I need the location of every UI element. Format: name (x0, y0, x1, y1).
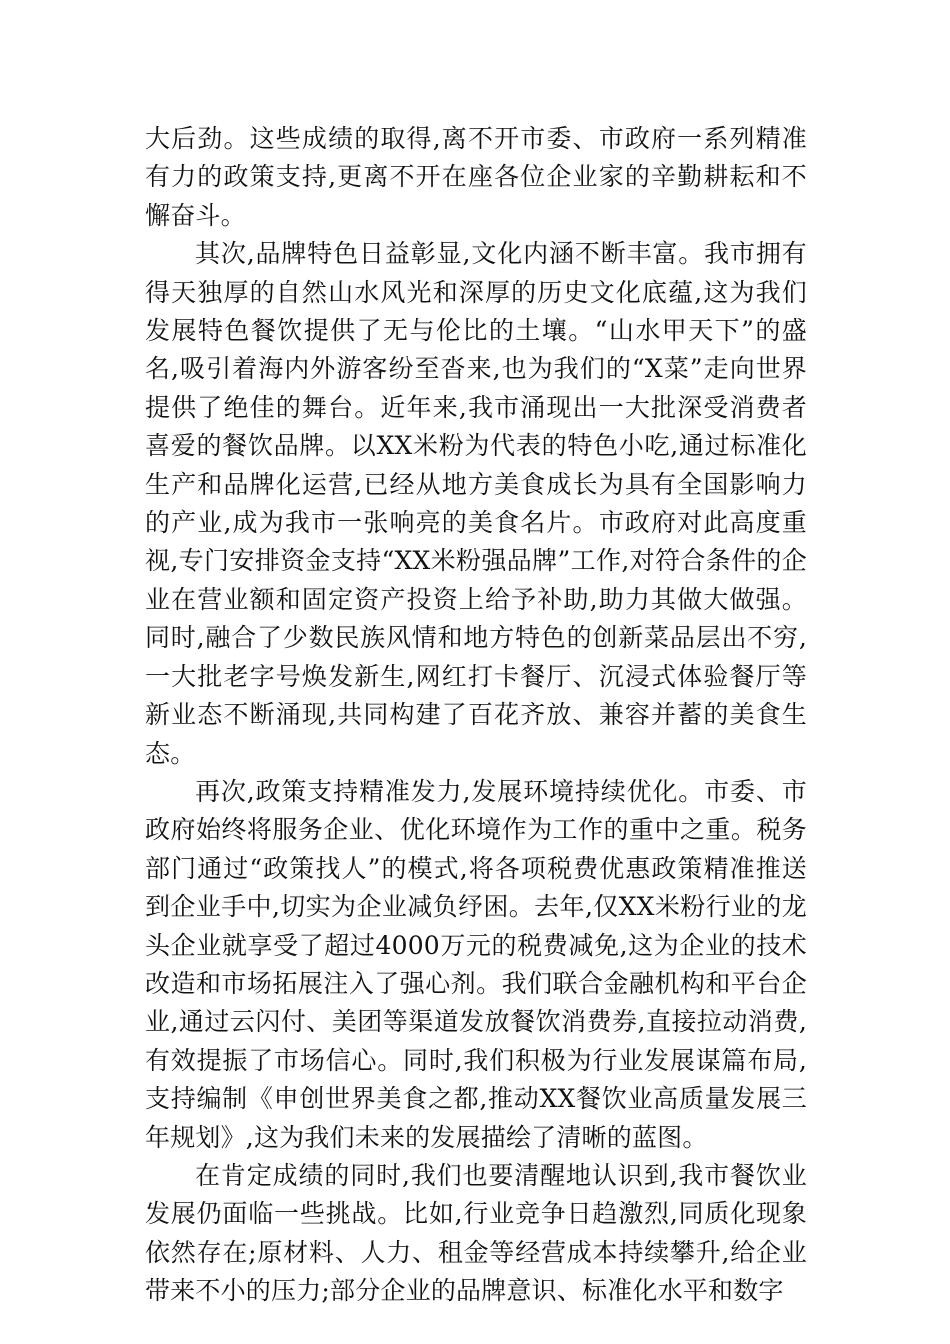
paragraph-policy-support: 再次,政策支持精准发力,发展环境持续优化。市委、市政府始终将服务企业、优化环境作为工作的重中之重。税务部门通过“政策找人”的模式,将各项税费优惠政策精准推送到企业手中,切实为企业减负纾困。去年,仅XX米粉行业的龙头企业就享受了超过4000万元的税费减免,这为企业的技术改造和市场拓展注入了强心剂。我们联合金融机构和平台企业,通过云闪付、美团等渠道发放餐饮消费券,直接拉动消费,有效提振了市场信心。同时,我们积极为行业发展谋篇布局,支持编制《申创世界美食之都,推动XX餐饮业高质量发展三年规划》,这为我们未来的发展描绘了清晰的蓝图。 (145, 776, 807, 1152)
paragraph-continuation: 大后劲。这些成绩的取得,离不开市委、市政府一系列精准有力的政策支持,更离不开在座各位企业家的辛勤耕耘和不懈奋斗。 (145, 124, 807, 230)
body-text (145, 120, 807, 1311)
paragraph-challenges: 在肯定成绩的同时,我们也要清醒地认识到,我市餐饮业发展仍面临一些挑战。比如,行业竞争日趋激烈,同质化现象依然存在;原材料、人力、租金等经营成本持续攀升,给企业带来不小的压力;部分企业的品牌意识、标准化水平和数字 (145, 1160, 807, 1306)
paragraph-brand-features: 其次,品牌特色日益彰显,文化内涵不断丰富。我市拥有得天独厚的自然山水风光和深厚的历史文化底蕴,这为我们发展特色餐饮提供了无与伦比的土壤。“山水甲天下”的盛名,吸引着海内外游客纷至沓来,也为我们的“X菜”走向世界提供了绝佳的舞台。近年来,我市涌现出一大批深受消费者喜爱的餐饮品牌。以XX米粉为代表的特色小吃,通过标准化生产和品牌化运营,已经从地方美食成长为具有全国影响力的产业,成为我市一张响亮的美食名片。市政府对此高度重视,专门安排资金支持“XX米粉强品牌”工作,对符合条件的企业在营业额和固定资产投资上给予补助,助力其做大做强。同时,融合了少数民族风情和地方特色的创新菜品层出不穷,一大批老字号焕发新生,网红打卡餐厅、沉浸式体验餐厅等新业态不断涌现,共同构建了百花齐放、兼容并蓄的美食生态。 (145, 239, 807, 768)
